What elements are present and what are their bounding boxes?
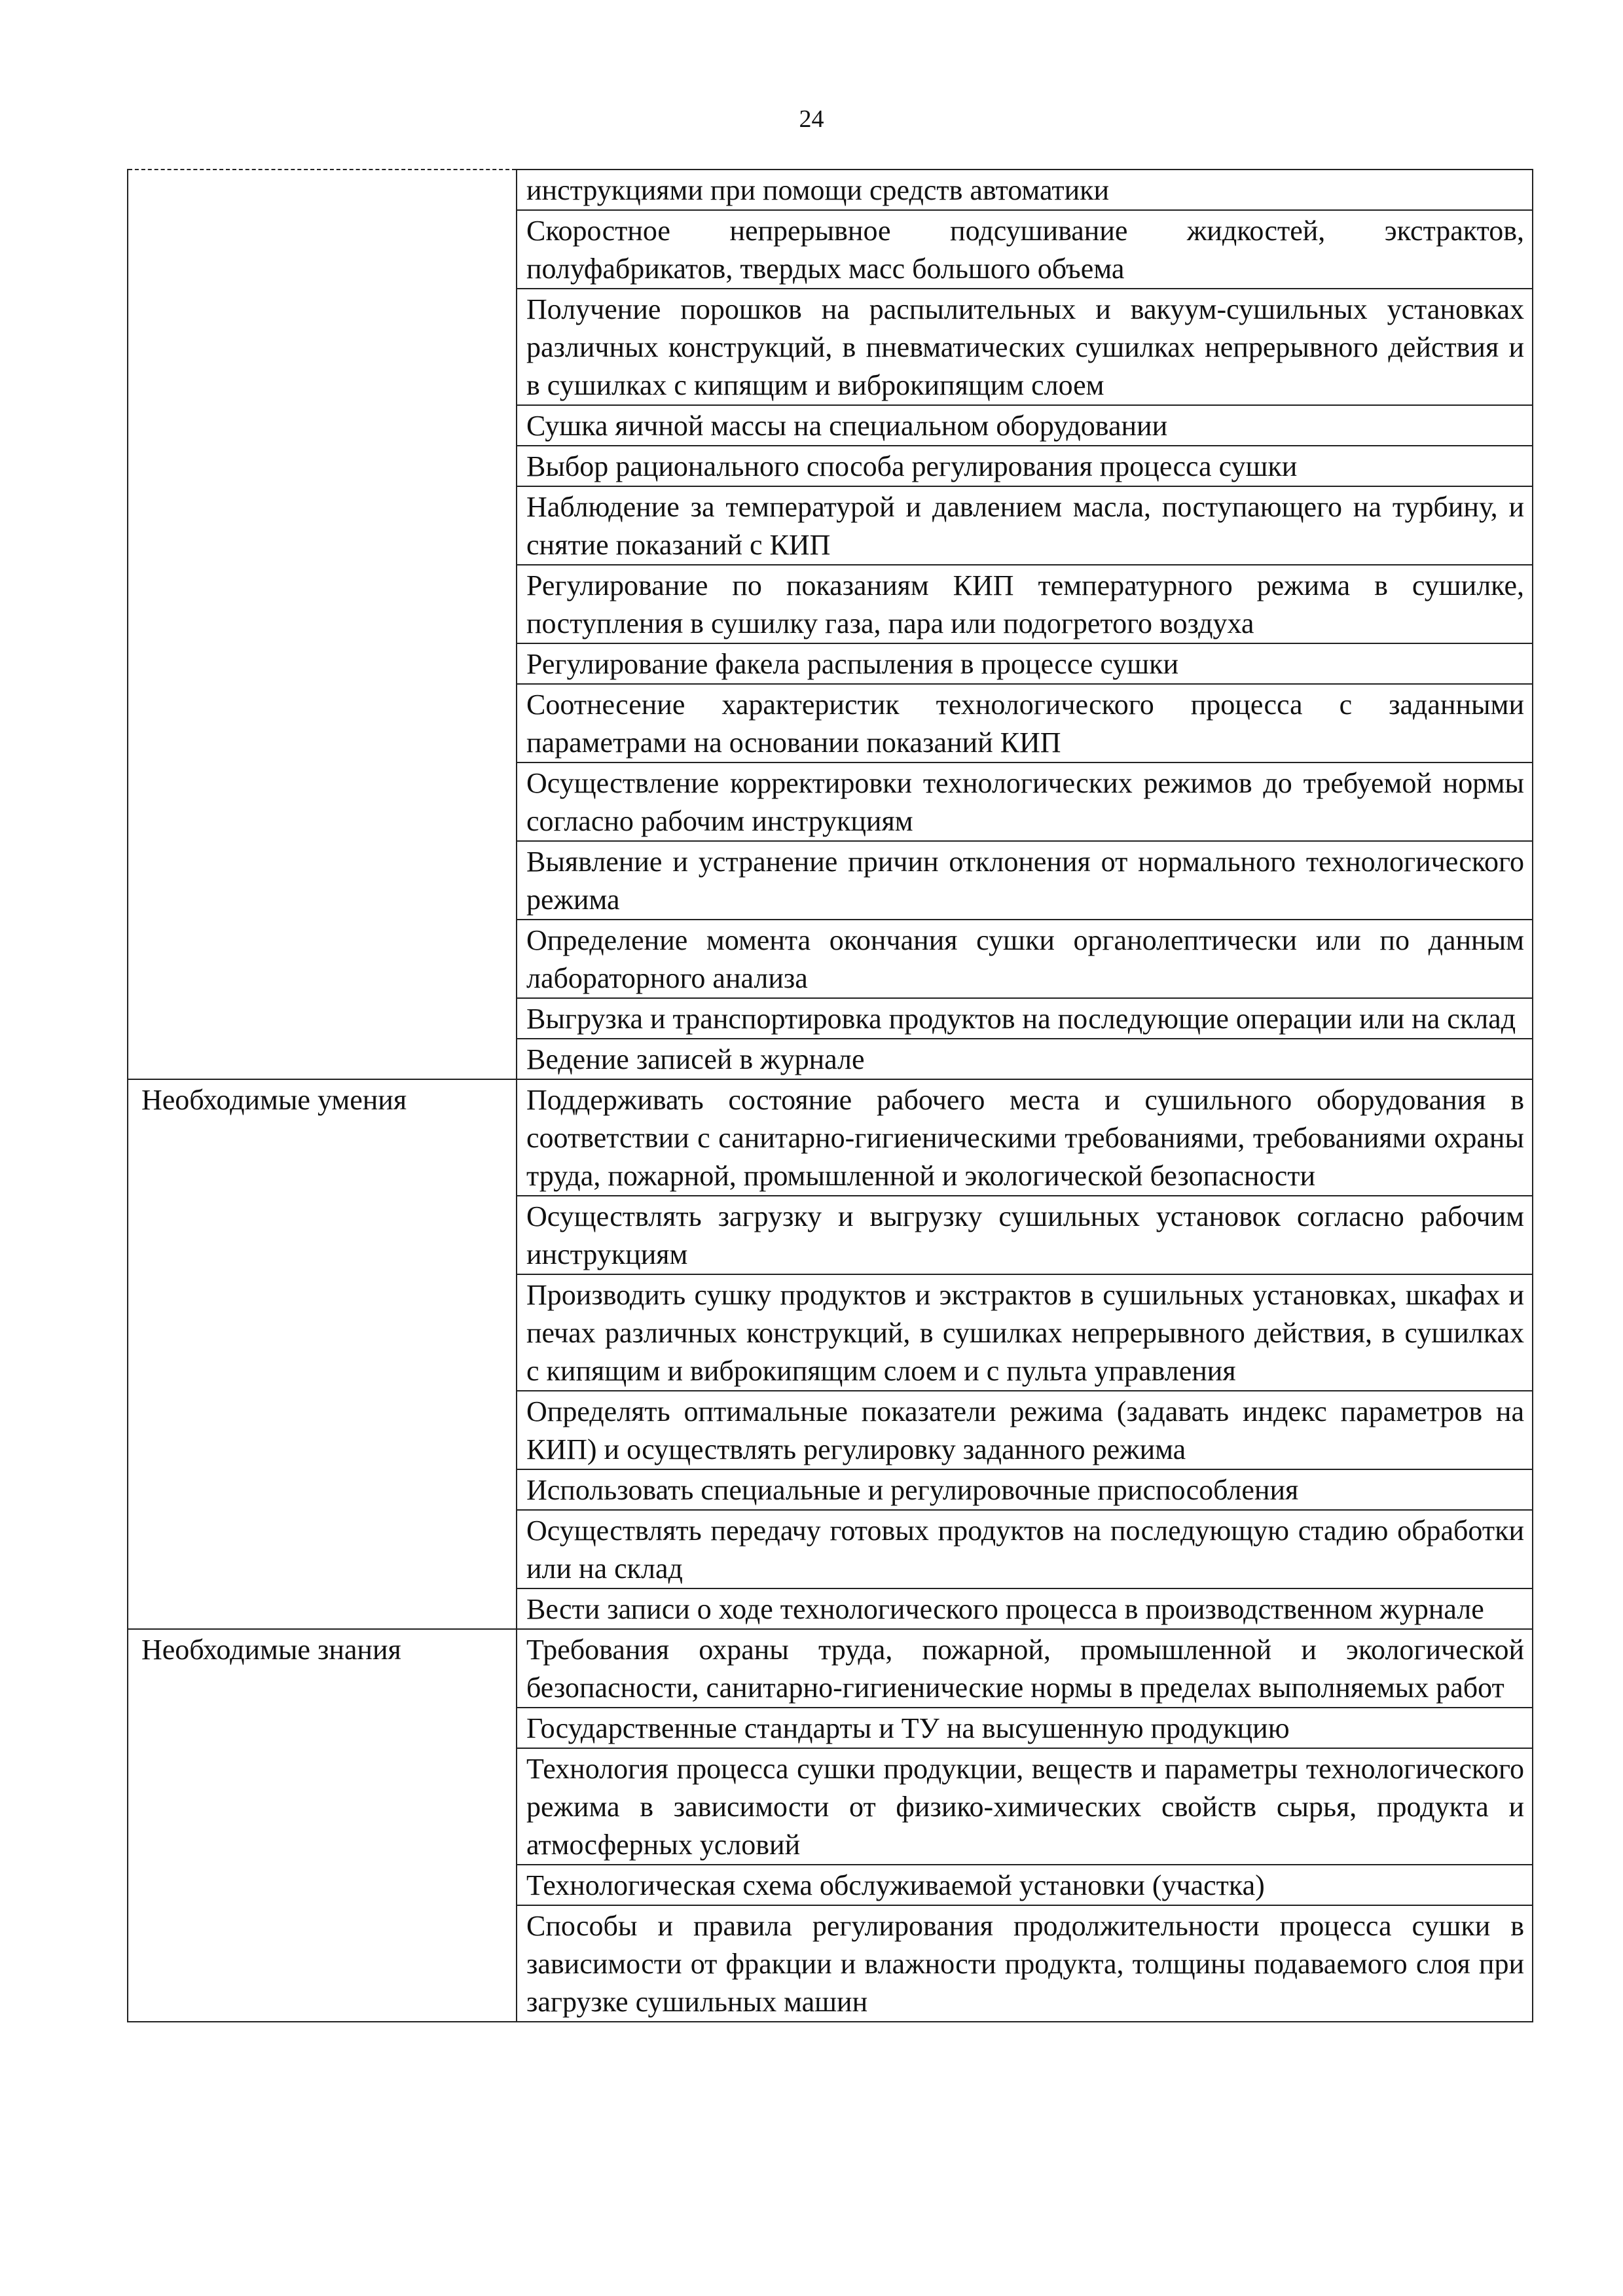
table-row [128,1629,1533,1708]
requirement-item: Ведение записей в журнале [517,1039,1533,1079]
requirement-item: Выбор рационального способа регулирования процесса сушки [517,446,1533,486]
requirements-table [127,169,1533,2022]
requirement-item: Вести записи о ходе технологического процесса в производственном журнале [517,1588,1533,1629]
page-number: 24 [799,105,824,133]
requirement-item: Регулирование факела распыления в процессе сушки [517,643,1533,684]
requirement-item: Технология процесса сушки продукции, веществ и параметры технологического режима в зависимости от физико-химических свойств сырья, продукта и атмосферных условий [517,1748,1533,1865]
requirement-item: Выгрузка и транспортировка продуктов на последующие операции или на склад [517,998,1533,1039]
requirement-item: Производить сушку продуктов и экстрактов в сушильных установках, шкафах и печах различных конструкций, в сушилках непрерывного действия, в сушилках с кипящим и виброкипящим слоем и с пульта управления [517,1274,1533,1391]
requirement-item: Требования охраны труда, пожарной, промышленной и экологической безопасности, санитарно-гигиенические нормы в пределах выполняемых работ [517,1629,1533,1708]
requirement-item: Определять оптимальные показатели режима (задавать индекс параметров на КИП) и осуществлять регулировку заданного режима [517,1391,1533,1469]
requirement-item: Технологическая схема обслуживаемой установки (участка) [517,1865,1533,1905]
requirement-item: Поддерживать состояние рабочего места и сушильного оборудования в соответствии с санитарно-гигиеническими требованиями, требованиями охраны труда, пожарной, промышленной и экологической безопасности [517,1079,1533,1196]
requirement-item: Выявление и устранение причин отклонения от нормального технологического режима [517,841,1533,920]
requirement-item: Определение момента окончания сушки органолептически или по данным лабораторного анализа [517,920,1533,998]
table-body [128,170,1533,2022]
requirement-item: Скоростное непрерывное подсушивание жидкостей, экстрактов, полуфабрикатов, твердых масс большого объема [517,210,1533,289]
requirement-item: Регулирование по показаниям КИП температурного режима в сушилке, поступления в сушилку газа, пара или подогретого воздуха [517,565,1533,643]
requirement-item: Способы и правила регулирования продолжительности процесса сушки в зависимости от фракции и влажности продукта, толщины подаваемого слоя при загрузке сушильных машин [517,1905,1533,2022]
requirement-item: Сушка яичной массы на специальном оборудовании [517,405,1533,446]
table-row [128,1079,1533,1196]
requirement-item: инструкциями при помощи средств автоматики [517,170,1533,210]
requirement-item: Осуществлять загрузку и выгрузку сушильных установок согласно рабочим инструкциям [517,1196,1533,1274]
requirement-item: Использовать специальные и регулировочные приспособления [517,1469,1533,1510]
requirement-item: Государственные стандарты и ТУ на высушенную продукцию [517,1708,1533,1748]
table-row [128,170,1533,210]
group-label-continued [128,170,517,1079]
requirement-item: Осуществлять передачу готовых продуктов на последующую стадию обработки или на склад [517,1510,1533,1588]
requirement-item: Получение порошков на распылительных и вакуум-сушильных установках различных конструкций, в пневматических сушилках непрерывного действия и в сушилках с кипящим и виброкипящим слоем [517,289,1533,405]
group-label: Необходимые знания [128,1629,517,2022]
requirement-item: Наблюдение за температурой и давлением масла, поступающего на турбину, и снятие показаний с КИП [517,486,1533,565]
requirement-item: Осуществление корректировки технологических режимов до требуемой нормы согласно рабочим инструкциям [517,762,1533,841]
group-label: Необходимые умения [128,1079,517,1629]
requirement-item: Соотнесение характеристик технологического процесса с заданными параметрами на основании показаний КИП [517,684,1533,762]
